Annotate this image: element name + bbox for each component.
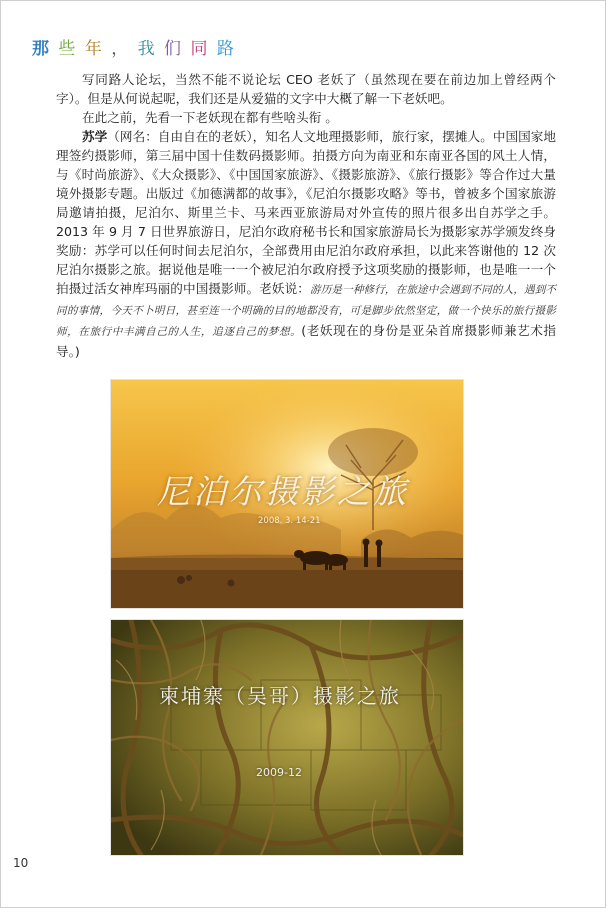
bio-note: (老妖现在的身份是亚朵首席摄影师兼艺术指导。)	[56, 323, 556, 359]
header-char: ，	[111, 39, 131, 59]
cambodia-trip-title: 柬埔寨（吴哥）摄影之旅	[159, 684, 401, 708]
header-char: 那	[32, 39, 51, 59]
article-body	[56, 70, 556, 361]
cambodia-trip-photo	[111, 620, 463, 855]
header-char: 我	[137, 39, 157, 59]
page-header-title	[32, 34, 236, 59]
paragraph-intro: 写同路人论坛，当然不能不说论坛 CEO 老妖了（虽然现在要在前边加上曾经两个字）。但是从何说起呢，我们还是从爱猫的文字中大概了解一下老妖吧。	[56, 72, 556, 106]
cambodia-trip-date: 2009-12	[256, 766, 302, 779]
nepal-trip-photo	[111, 380, 463, 608]
header-char: 些	[58, 39, 78, 59]
header-char: 年	[84, 39, 104, 59]
bio-quote: 游历是一种修行，在旅途中会遇到不同的人，遇到不同的事情，今天不卜明日，甚至连一个明确的目的地都没有，可是脚步依然坚定，做一个快乐的旅行摄影师，在旅行中丰满自己的人生，追逐自己的梦想。	[56, 284, 557, 338]
header-char: 路	[216, 39, 236, 59]
bio-name: 苏学	[82, 129, 108, 144]
header-char: 们	[164, 39, 184, 59]
paragraph-lead: 在此之前，先看一下老妖现在都有些啥头衔 。	[82, 110, 338, 125]
bio-text: （网名：自由自在的老妖），知名人文地理摄影师，旅行家，摆摊人。中国国家地理签约摄影师，第三届中国十佳数码摄影师。拍摄方向为南亚和东南亚各国的风土人情，与《时尚旅游》、《大众摄影》、《中国国家旅游》、《摄影旅游》、《旅行摄影》等合作过大量境外摄影专题。出版过《加德满都的故事》，《尼泊尔摄影攻略》等书，曾被多个国家旅游局邀请拍摄，尼泊尔、斯里兰卡、马来西亚旅游局对外宣传的照片很多出自苏学之手。2013 年 9 月 7 日世界旅游日，尼泊尔政府秘书长和国家旅游局长为摄影家苏学颁发终身奖励：苏学可以任何时间去尼泊尔，全部费用由尼泊尔政府承担，以此来答谢他的 12 次尼泊尔摄影之旅。据说他是唯一一个被尼泊尔政府授予这项奖励的摄影师，也是唯一一个拍摄过活女神库玛丽的中国摄影师。老妖说：	[56, 129, 556, 296]
nepal-trip-title: 尼泊尔摄影之旅	[157, 472, 409, 511]
header-char: 同	[190, 39, 210, 59]
page-number: 10	[13, 856, 29, 870]
nepal-trip-date: 2008. 3. 14-21	[258, 516, 321, 526]
paragraph-bio	[56, 127, 556, 361]
cambodia-photo-image	[111, 620, 463, 855]
